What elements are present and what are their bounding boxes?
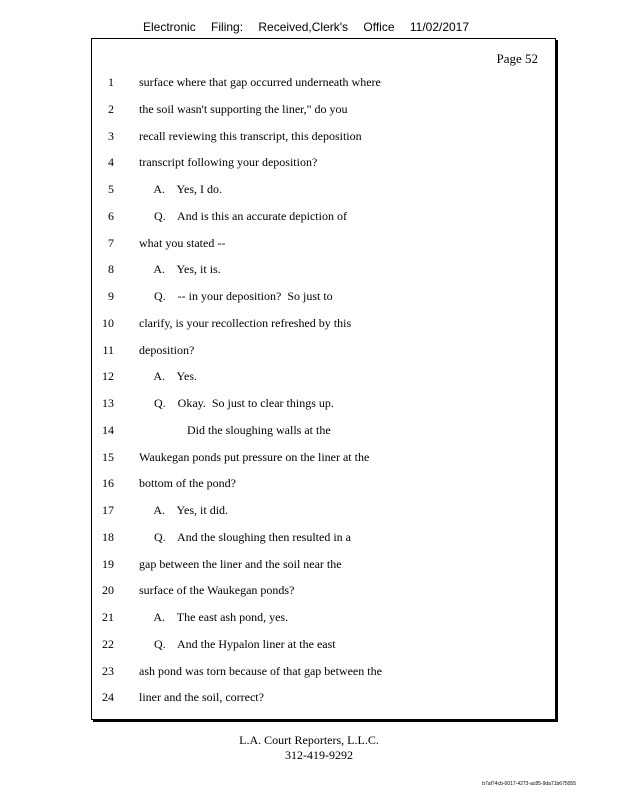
line-number: 20 (102, 583, 114, 598)
line-text: liner and the soil, correct? (139, 690, 264, 705)
line-text: Did the sloughing walls at the (139, 422, 331, 437)
header-part: Filing: (211, 20, 244, 34)
line-number: 12 (102, 369, 114, 384)
line-number: 7 (108, 235, 114, 250)
header-part: Electronic (143, 20, 196, 34)
line-text: A. The east ash pond, yes. (139, 610, 289, 624)
line-text: A. Yes, it did. (139, 503, 229, 517)
document-hash: b7af74cb-0017-4273-ac85-9da71b675055 (482, 781, 576, 787)
line-text: Waukegan ponds put pressure on the liner at the (139, 449, 370, 464)
line-number: 1 (108, 75, 114, 89)
line-number: 13 (102, 396, 114, 410)
line-text: Q. And the sloughing then resulted in a (139, 529, 351, 544)
line-number: 9 (108, 289, 114, 303)
footer-company: L.A. Court Reporters, L.L.C. (239, 733, 379, 747)
line-number: 2 (108, 101, 114, 116)
line-number: 24 (102, 690, 114, 705)
line-number: 22 (102, 636, 114, 651)
page-number: Page 52 (496, 51, 538, 66)
line-text: recall reviewing this transcript, this deposition (139, 128, 362, 143)
line-number: 19 (102, 556, 114, 571)
transcript-page (91, 38, 556, 720)
header-part: 11/02/2017 (409, 20, 470, 34)
line-text: deposition? (139, 342, 195, 357)
line-text: clarify, is your recollection refreshed by this (139, 315, 352, 330)
line-number: 10 (102, 315, 114, 330)
line-text: A. Yes, it is. (139, 262, 221, 277)
line-text: surface of the Waukegan ponds? (139, 583, 295, 598)
line-number: 3 (108, 128, 114, 143)
footer-phone: 312-419-9292 (285, 748, 353, 762)
line-number: 17 (102, 503, 114, 517)
line-text: bottom of the pond? (139, 476, 236, 491)
line-text: Q. And is this an accurate depiction of (139, 208, 347, 223)
line-text: Q. And the Hypalon liner at the east (139, 636, 336, 651)
line-number: 5 (108, 182, 114, 196)
line-number: 23 (102, 663, 114, 678)
line-number: 18 (102, 529, 114, 544)
line-text: ash pond was torn because of that gap between the (139, 663, 382, 678)
line-text: the soil wasn't supporting the liner," do you (139, 101, 348, 116)
line-text: what you stated -- (139, 235, 226, 250)
line-text: transcript following your deposition? (139, 155, 318, 170)
line-number: 16 (102, 476, 114, 491)
line-text: A. Yes, I do. (139, 182, 223, 196)
line-text: gap between the liner and the soil near the (139, 556, 342, 571)
line-number: 4 (108, 155, 114, 170)
line-number: 21 (102, 610, 114, 624)
line-text: Q. -- in your deposition? So just to (139, 289, 333, 303)
line-number: 6 (108, 208, 114, 223)
line-text: surface where that gap occurred underneath where (139, 75, 381, 89)
filing-header (143, 20, 481, 34)
line-number: 8 (108, 262, 114, 277)
line-number: 14 (102, 422, 114, 437)
line-text: A. Yes. (139, 369, 198, 384)
header-part: Office (363, 20, 395, 34)
line-number: 11 (102, 342, 114, 357)
header-part: Received,Clerk's (258, 20, 349, 34)
line-text: Q. Okay. So just to clear things up. (139, 396, 334, 410)
line-number: 15 (102, 449, 114, 464)
